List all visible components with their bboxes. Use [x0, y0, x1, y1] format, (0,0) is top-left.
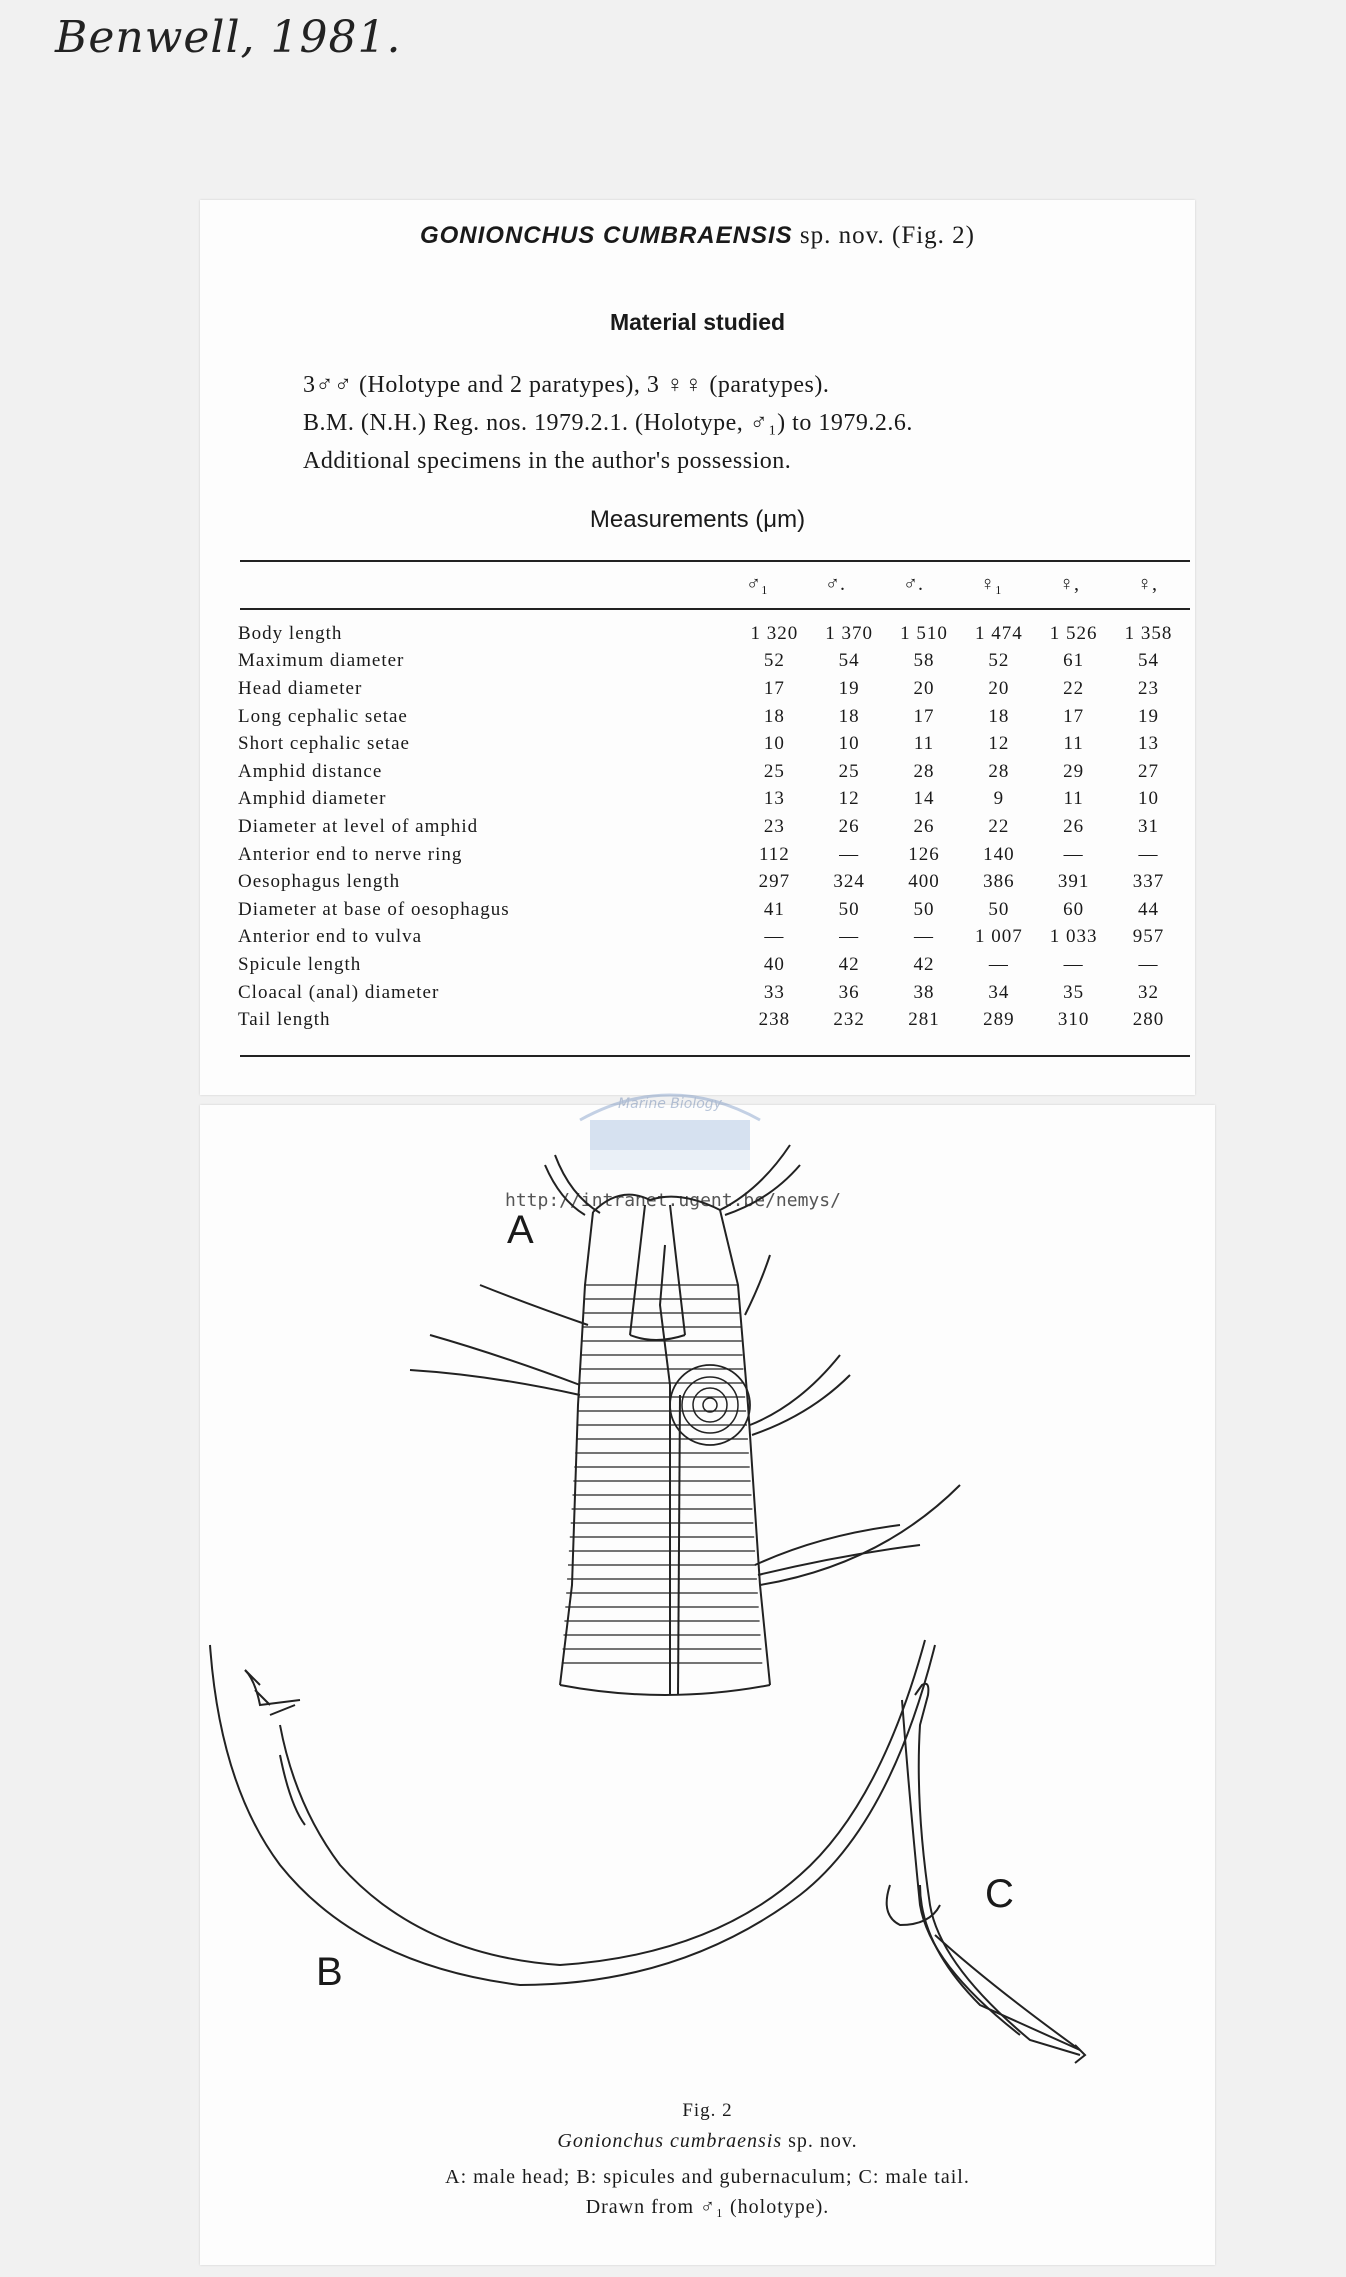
- cell-value: 18: [988, 705, 1010, 727]
- cell-value: 18: [763, 705, 785, 727]
- cell-value: —: [839, 926, 860, 948]
- cell-value: 17: [913, 705, 935, 727]
- species-title: [200, 222, 1195, 250]
- row-label: Spicule length: [238, 953, 362, 975]
- figure-species-suffix: sp. nov.: [788, 2130, 858, 2152]
- cell-value: 232: [833, 1009, 865, 1031]
- column-header: ♂₁: [746, 573, 768, 595]
- cell-value: —: [1063, 953, 1084, 975]
- table-row: [238, 620, 1186, 648]
- row-label: Tail length: [238, 1009, 331, 1031]
- cell-value: 25: [763, 760, 785, 782]
- column-header: ♂.: [825, 573, 845, 595]
- measurements-heading: Measurements (μm): [589, 506, 806, 533]
- table-row: [238, 648, 1186, 676]
- cell-value: 14: [913, 788, 935, 810]
- material-heading: Material studied: [609, 309, 786, 335]
- table-row: [238, 758, 1186, 786]
- material-line-3: Additional specimens in the author's possession.: [303, 448, 792, 474]
- cell-value: —: [988, 953, 1009, 975]
- cell-value: 34: [988, 981, 1010, 1003]
- table-row: [238, 841, 1186, 869]
- cell-value: 33: [763, 981, 785, 1003]
- table-row: [238, 979, 1186, 1007]
- panel-label-c: C: [985, 1872, 1014, 1916]
- table-header-rule: [240, 608, 1190, 610]
- cell-value: 1 320: [750, 622, 799, 644]
- cell-value: 10: [1138, 788, 1160, 810]
- cell-value: 310: [1057, 1009, 1090, 1031]
- cell-value: 26: [838, 815, 860, 837]
- material-text: [303, 366, 1183, 480]
- cell-value: 1 510: [900, 622, 948, 644]
- table-row: [238, 924, 1186, 952]
- table-row: [238, 675, 1186, 703]
- cell-value: —: [1138, 953, 1159, 975]
- table-row: [238, 730, 1186, 758]
- cell-value: 280: [1132, 1009, 1165, 1031]
- cell-value: 10: [763, 733, 785, 755]
- handwritten-note: Benwell, 1981.: [55, 12, 402, 63]
- cell-value: 281: [908, 1009, 940, 1031]
- cell-value: 54: [838, 650, 860, 672]
- cell-value: 391: [1057, 871, 1090, 893]
- cell-value: 31: [1138, 815, 1160, 837]
- figure-number: Fig. 2: [682, 2100, 733, 2121]
- column-header: ♂.: [903, 573, 923, 595]
- cell-value: 238: [758, 1009, 791, 1031]
- cell-value: 52: [988, 650, 1010, 672]
- row-label: Oesophagus length: [238, 871, 401, 893]
- measurements-table: [238, 620, 1186, 1034]
- figure-species-line: [200, 2130, 1215, 2153]
- cell-value: —: [1138, 843, 1159, 865]
- table-row: [238, 896, 1186, 924]
- cell-value: 60: [1063, 898, 1085, 920]
- cell-value: 10: [838, 733, 860, 755]
- row-label: Maximum diameter: [238, 650, 405, 672]
- cell-value: 337: [1132, 871, 1165, 893]
- table-row: [238, 868, 1186, 896]
- column-header: ♀,: [1137, 573, 1157, 595]
- cell-value: 52: [763, 650, 785, 672]
- table-row: [238, 786, 1186, 814]
- cell-value: 25: [838, 760, 860, 782]
- row-label: Cloacal (anal) diameter: [238, 981, 440, 1003]
- row-label: Anterior end to vulva: [238, 926, 423, 948]
- cell-value: 1 358: [1124, 622, 1173, 644]
- table-top-rule: [240, 560, 1190, 562]
- cell-value: 12: [838, 788, 860, 810]
- material-line-1: 3♂♂ (Holotype and 2 paratypes), 3 ♀♀ (paratypes).: [303, 372, 830, 398]
- cell-value: 20: [913, 677, 935, 699]
- cell-value: 40: [763, 953, 785, 975]
- cell-value: 22: [1063, 677, 1085, 699]
- cell-value: 13: [1138, 733, 1160, 755]
- cell-value: 13: [763, 788, 785, 810]
- cell-value: 38: [913, 981, 935, 1003]
- cell-value: 17: [763, 677, 785, 699]
- cell-value: 29: [1063, 760, 1085, 782]
- cell-value: 20: [988, 677, 1010, 699]
- cell-value: —: [1063, 843, 1084, 865]
- cell-value: 1 474: [974, 622, 1023, 644]
- material-line-2: B.M. (N.H.) Reg. nos. 1979.2.1. (Holotype, ♂₁) to 1979.2.6.: [303, 410, 913, 436]
- row-label: Diameter at level of amphid: [238, 815, 479, 837]
- table-row: [238, 1006, 1186, 1034]
- cell-value: 1 526: [1049, 622, 1098, 644]
- table-header: [718, 573, 1186, 596]
- cell-value: 1 033: [1049, 926, 1098, 948]
- cell-value: 50: [838, 898, 860, 920]
- cell-value: —: [839, 843, 860, 865]
- cell-value: 50: [988, 898, 1010, 920]
- cell-value: 1 007: [974, 926, 1023, 948]
- cell-value: 26: [913, 815, 935, 837]
- cell-value: 19: [1138, 705, 1160, 727]
- figure-species-name: Gonionchus cumbraensis: [557, 2130, 783, 2152]
- cell-value: 11: [1063, 788, 1084, 810]
- cell-value: 23: [763, 815, 785, 837]
- cell-value: 44: [1138, 898, 1160, 920]
- cell-value: 1 370: [825, 622, 874, 644]
- cell-value: 42: [838, 953, 860, 975]
- cell-value: —: [764, 926, 785, 948]
- cell-value: 23: [1138, 677, 1160, 699]
- table-bottom-rule: [240, 1055, 1190, 1057]
- species-suffix: sp. nov. (Fig. 2): [799, 222, 976, 249]
- cell-value: 324: [833, 871, 865, 893]
- cell-value: 28: [988, 760, 1010, 782]
- row-label: Long cephalic setae: [238, 705, 408, 727]
- row-label: Head diameter: [238, 677, 363, 699]
- cell-value: 22: [988, 815, 1010, 837]
- watermark-url: http://intranet.ugent.be/nemys/: [505, 1190, 841, 1211]
- cell-value: 400: [908, 871, 940, 893]
- row-label: Amphid distance: [238, 760, 383, 782]
- row-label: Short cephalic setae: [238, 733, 410, 755]
- cell-value: 42: [913, 953, 935, 975]
- cell-value: 11: [1063, 733, 1084, 755]
- cell-value: 35: [1063, 981, 1085, 1003]
- cell-value: 54: [1138, 650, 1160, 672]
- cell-value: 289: [983, 1009, 1015, 1031]
- cell-value: 18: [838, 705, 860, 727]
- table-row: [238, 951, 1186, 979]
- row-label: Diameter at base of oesophagus: [238, 898, 510, 920]
- panel-label-a: A: [507, 1208, 534, 1252]
- cell-value: 17: [1063, 705, 1085, 727]
- cell-value: 9: [993, 788, 1005, 810]
- cell-value: 112: [758, 843, 790, 865]
- panel-label-b: B: [316, 1950, 343, 1994]
- cell-value: 58: [913, 650, 935, 672]
- figure-drawing: [200, 1105, 1215, 2105]
- table-row: [238, 813, 1186, 841]
- cell-value: 27: [1138, 760, 1160, 782]
- cell-value: 61: [1063, 650, 1085, 672]
- cell-value: 140: [983, 843, 1015, 865]
- cell-value: 297: [758, 871, 791, 893]
- cell-value: 957: [1132, 926, 1165, 948]
- cell-value: 41: [763, 898, 785, 920]
- column-header: ♀₁: [980, 573, 1002, 595]
- cell-value: 12: [988, 733, 1010, 755]
- cell-value: 28: [913, 760, 935, 782]
- table-row: [238, 703, 1186, 731]
- cell-value: 32: [1138, 981, 1160, 1003]
- male-head-drawing: [410, 1145, 960, 1695]
- row-label: Body length: [238, 622, 343, 644]
- cell-value: 386: [983, 871, 1015, 893]
- column-header: ♀,: [1059, 573, 1079, 595]
- male-tail-drawing: [210, 1640, 935, 1985]
- figure-legend-line-2: Drawn from ♂₁ (holotype).: [585, 2196, 830, 2218]
- figure-legend-line-1: A: male head; B: spicules and gubernaculum; C: male tail.: [445, 2166, 970, 2188]
- cell-value: —: [914, 926, 934, 948]
- row-label: Amphid diameter: [238, 788, 387, 810]
- cell-value: 19: [838, 677, 860, 699]
- watermark-text: Marine Biology: [618, 1096, 722, 1112]
- row-label: Anterior end to nerve ring: [238, 843, 463, 865]
- cell-value: 50: [913, 898, 935, 920]
- cell-value: 26: [1063, 815, 1085, 837]
- cell-value: 11: [913, 733, 935, 755]
- cell-value: 126: [908, 843, 940, 865]
- species-name: GONIONCHUS CUMBRAENSIS: [419, 222, 793, 249]
- cell-value: 36: [838, 981, 860, 1003]
